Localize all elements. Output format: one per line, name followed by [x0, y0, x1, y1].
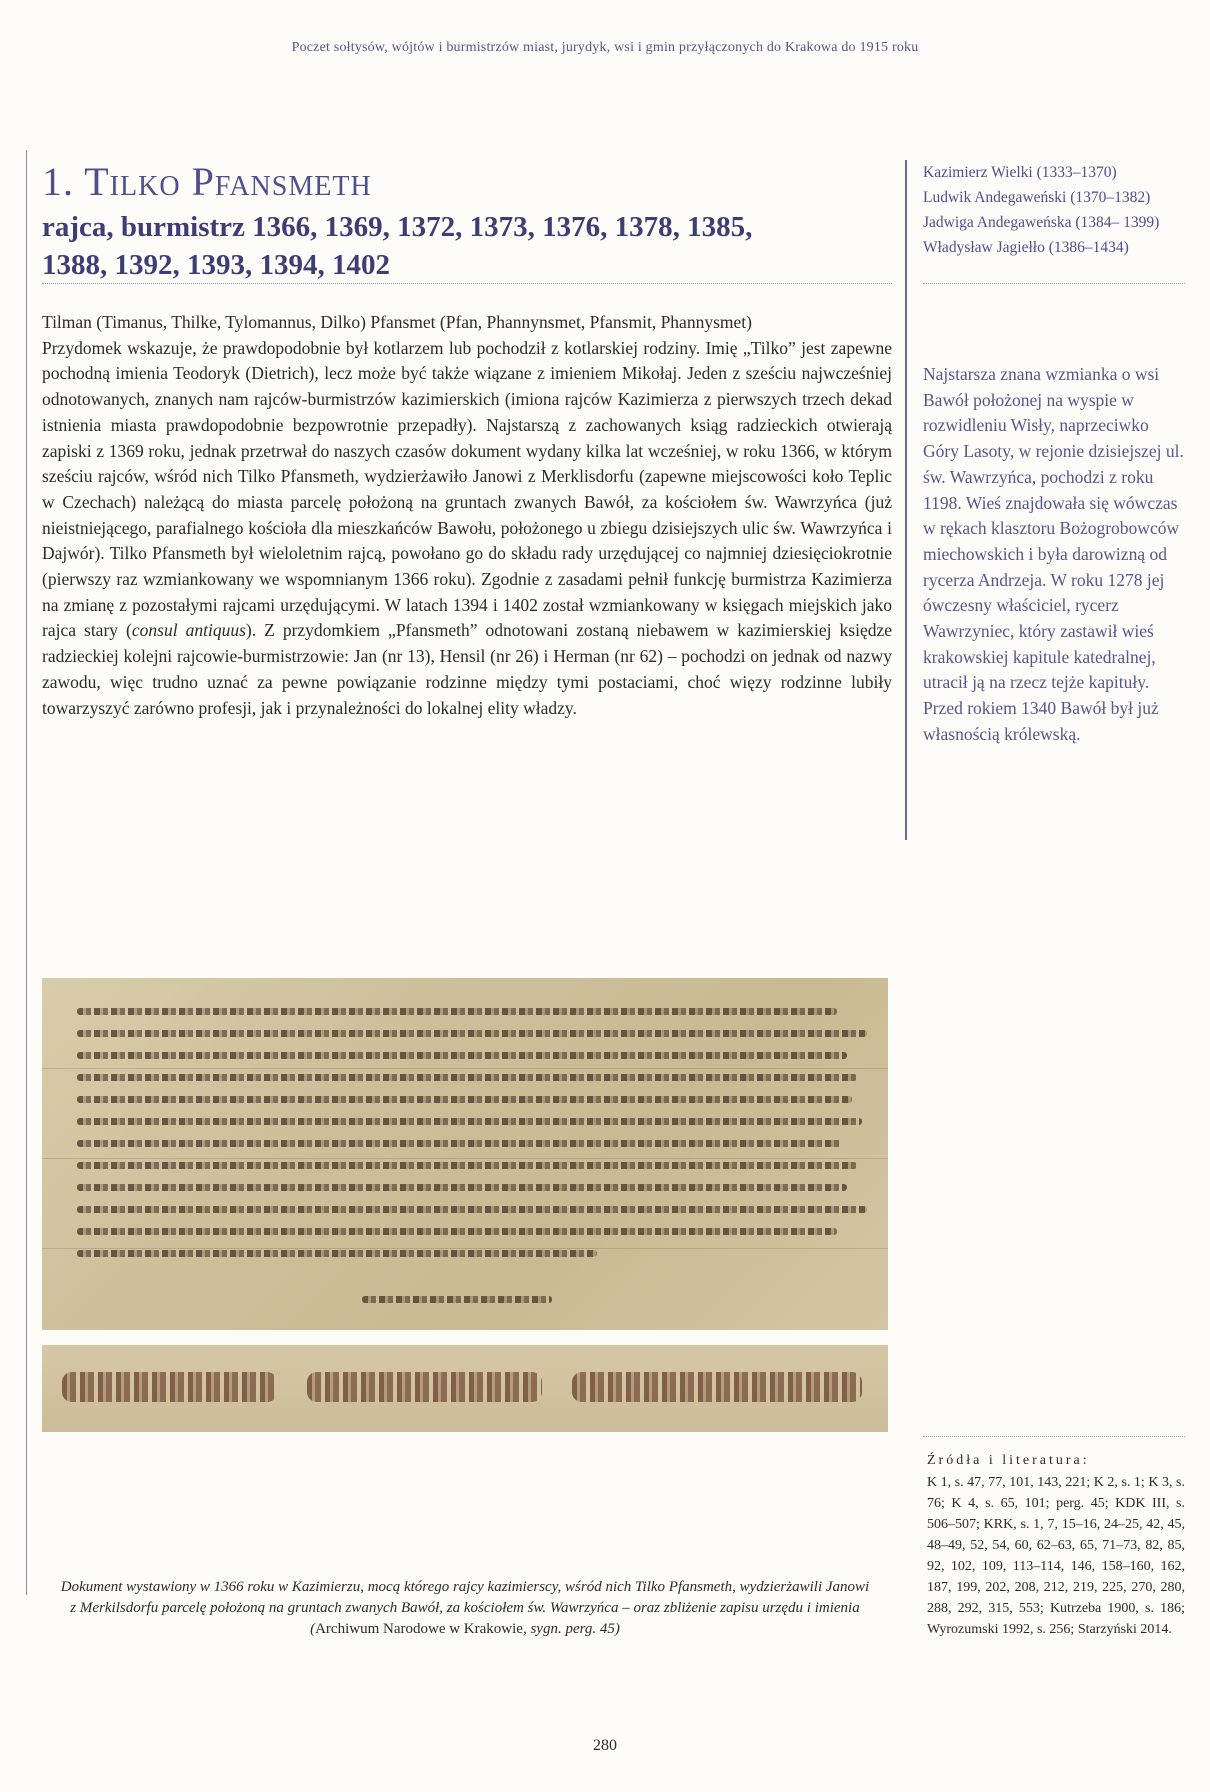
manuscript-document-image [42, 978, 888, 1330]
consul-term: consul antiquus [131, 620, 246, 641]
entry-heading [42, 160, 892, 284]
side-note: Najstarsza znana wzmianka o wsi Bawół położonej na wyspie w rozwidleniu Wisły, naprzeciwko Góry Lasoty, w rejonie dzisiejszej ul. św. Wawrzyńca, pochodzi z roku 1198. Wieś znajdowała się wówczas w rękach klasztoru Bożogrobowców miechowskich i była darowizną od rycerza Andrzeja. W roku 1278 jej ówczesny właściciel, rycerz Wawrzyniec, który zastawił wieś krakowskiej kapitule katedralnej, utracił ją na rzecz tejże kapituły. Przed rokiem 1340 Bawół był już własnością królewską. [923, 364, 1184, 744]
body-paragraph [42, 336, 892, 722]
ruler-item: Władysław Jagiełło (1386–1434) [923, 239, 1129, 256]
caption-part1: Dokument wystawiony w 1366 roku w Kazimierzu, mocą którego rajcy kazimierscy, wśród nich Tilko Pfansmeth, wydzierżawili Janowi z Merkilsdorfu parcelę położoną na gruntach zwanych Bawół, za kościołem św. Wawrzyńca – oraz zbliżenie zapisu urzędu i imienia ( [60, 1579, 870, 1637]
entry-title: 1. Tilko Pfansmeth [42, 159, 372, 204]
ruler-item: Ludwik Andegaweński (1370–1382) [923, 189, 1151, 206]
sources-heading: Źródła i literatura: [927, 1453, 1090, 1468]
ruler-item: Jadwiga Andegaweńska (1384– 1399) [923, 214, 1160, 231]
manuscript-detail-image [42, 1345, 888, 1432]
caption-part2: , sygn. perg. 45) [522, 1621, 620, 1637]
page-number: 280 [593, 1737, 617, 1754]
name-variants: Tilman (Timanus, Thilke, Tylomannus, Dilko) Pfansmet (Pfan, Phannynsmet, Pfansmit, Phannysmet) [42, 312, 752, 332]
rulers-list [923, 160, 1188, 260]
column-divider-rule [905, 160, 907, 840]
image-caption [60, 1577, 870, 1640]
main-text [42, 310, 892, 721]
left-margin-rule [26, 150, 27, 1595]
heading-divider [42, 283, 892, 284]
running-header: Poczet sołtysów, wójtów i burmistrzów miast, jurydyk, wsi i gmin przyłączonych do Krakowa do 1915 roku [291, 40, 919, 55]
rulers-divider [923, 283, 1185, 284]
sources-divider [923, 1436, 1185, 1437]
sources-text: K 1, s. 47, 77, 101, 143, 221; K 2, s. 1; K 3, s. 76; K 4, s. 65, 101; perg. 45; KDK III, s. 506–507; KRK, s. 1, 7, 15–16, 24–25, 42, 45, 48–49, 52, 54, 60, 62–63, 65, 71–73, 82, 85, 92, 102, 109, 113–114, 146, 158–160, 162, 187, 199, 202, 208, 212, 219, 225, 270, 280, 288, 292, 315, 553; Kutrzeba 1900, s. 186; Wyrozumski 1992, s. 256; Starzyński 2014. [927, 1475, 1185, 1637]
body-text-part2: ). Z przydomkiem „Pfansmeth” odnotowani zostaną niebawem w kazimierskiej księdze radzieckiej kolejni rajcowie-burmistrzowie: Jan (nr 13), Hensil (nr 26) i Herman (nr 62) – pochodzi on jednak od nazwy zawodu, więc trudno uznać za pewne powiązanie rodzinne między tymi postaciami, choć więzy rodzinne lubiły towarzyszyć zarówno profesji, jak i przynależności do lokalnej elity władzy. [42, 620, 892, 718]
entry-subtitle-line2: 1388, 1392, 1393, 1394, 1402 [42, 249, 390, 281]
sources-block [927, 1450, 1185, 1640]
entry-subtitle [42, 208, 892, 284]
entry-subtitle-line1: rajca, burmistrz 1366, 1369, 1372, 1373, 1376, 1378, 1385, [42, 211, 753, 243]
body-text-part1: Przydomek wskazuje, że prawdopodobnie był kotlarzem lub pochodził z kotlarskiej rodziny. Imię „Tilko” jest zapewne pochodną imienia Teodoryk (Dietrich), lecz może być także wiązane z imieniem Mikołaj. Jeden z sześciu najwcześniej odnotowanych, znanych nam rajców-burmistrzów kazimierskich (imiona rajców Kazimierza z pierwszych trzech dekad istnienia miasta prawdopodobnie bezpowrotnie przepadły). Najstarszą z zachowanych ksiąg radzieckich otwierają zapiski z 1369 roku, jednak przetrwał do naszych czasów dokument wydany kilka lat wcześniej, w roku 1366, w którym sześciu rajców, wśród nich Tilko Pfansmeth, wydzierżawiło Janowi z Merklisdorfu (zapewne miejscowości koło Teplic w Czechach) należącą do miasta parcelę położoną na gruntach zwanych Bawół, za kościołem św. Wawrzyńca (już nieistniejącego, parafialnego kościoła dla mieszkańców Bawołu, położonego u zbiegu dzisiejszych ulic św. Wawrzyńca i Dajwór). Tilko Pfansmeth był wieloletnim rajcą, powołano go do składu rady urzędującej co najmniej dziesięciokrotnie (pierwszy raz wzmiankowany we wspomnianym 1366 roku). Zgodnie z zasadami pełnił funkcję burmistrza Kazimierza na zmianę z pozostałymi rajcami urzędującymi. W latach 1394 i 1402 został wzmiankowany w księgach miejskich jako rajca stary ( [42, 337, 892, 641]
ruler-item: Kazimierz Wielki (1333–1370) [923, 164, 1117, 181]
caption-archive: Archiwum Narodowe w Krakowie [315, 1621, 523, 1637]
